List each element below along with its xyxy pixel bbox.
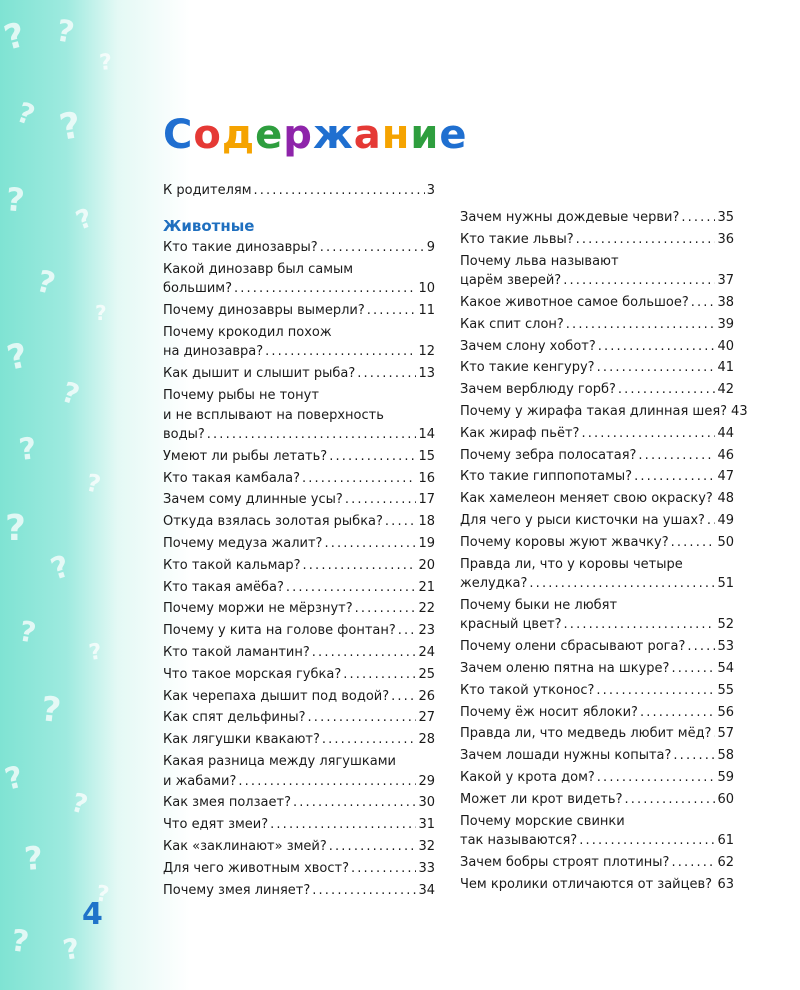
dot-leader [640, 703, 716, 723]
toc-page-number: 15 [418, 448, 435, 464]
title-letter: а [353, 112, 382, 158]
dot-leader [671, 853, 715, 873]
toc-page-number: 52 [717, 617, 734, 633]
dot-leader [303, 556, 417, 576]
toc-entry[interactable] [163, 512, 435, 532]
toc-page-number: 20 [418, 557, 435, 573]
toc-entry-text: Какой динозавр был самым [163, 261, 354, 277]
toc-page-number: 25 [418, 666, 435, 682]
toc-entry-text: Откуда взялась золотая рыбка? [163, 514, 383, 530]
toc-page-number: 47 [717, 469, 734, 485]
toc-entry-text: Кто такая камбала? [163, 470, 300, 486]
toc-entry-text: Почему ёж носит яблоки? [460, 704, 638, 720]
toc-page-number: 3 [426, 183, 435, 198]
dot-leader [367, 301, 417, 321]
toc-entry[interactable] [163, 260, 435, 299]
toc-page-number: 46 [717, 447, 734, 463]
toc-entry[interactable] [163, 793, 435, 813]
toc-entry[interactable] [163, 386, 435, 445]
title-letter: н [381, 112, 411, 158]
toc-entry[interactable] [460, 230, 734, 250]
toc-page-number: 35 [717, 210, 734, 225]
toc-entry[interactable] [460, 746, 734, 766]
toc-page-number: 16 [418, 470, 435, 486]
question-mark-glyph: ? [39, 689, 63, 732]
title-letter: о [193, 112, 222, 158]
question-mark-glyph: ? [0, 14, 30, 59]
toc-entry[interactable] [163, 815, 435, 835]
toc-entry-text: Почему у кита на голове фонтан? [163, 623, 396, 639]
question-mark-glyph: ? [8, 923, 31, 961]
toc-entry[interactable] [460, 208, 734, 228]
dot-leader [265, 342, 416, 362]
dot-leader [598, 337, 716, 357]
toc-page-number: 39 [717, 316, 734, 332]
question-mark-glyph: ? [4, 180, 27, 220]
toc-entry[interactable] [163, 881, 435, 901]
toc-entry[interactable] [163, 238, 435, 258]
dot-leader [597, 768, 716, 788]
question-mark-glyph: ? [3, 335, 32, 379]
toc-entry-text: Кто такие динозавры? [163, 240, 318, 255]
dot-leader [324, 534, 416, 554]
dot-leader [322, 730, 417, 750]
toc-entry-text: и жабами? [163, 773, 237, 789]
toc-page-number: 30 [418, 795, 435, 811]
toc-entry[interactable] [163, 534, 435, 554]
toc-entry[interactable] [460, 511, 734, 531]
toc-entry-text: Кто такая амёба? [163, 579, 284, 595]
toc-entry-text: так называются? [460, 833, 578, 848]
question-mark-glyph: ? [16, 614, 39, 650]
dot-leader [312, 881, 416, 901]
dot-leader [355, 599, 417, 619]
toc-entry-text: Как хамелеон меняет свою окраску? [460, 491, 713, 507]
toc-entry[interactable] [163, 323, 435, 362]
question-mark-glyph: ? [56, 104, 85, 149]
toc-entry-text: Кто такой утконос? [460, 682, 595, 698]
toc-page-number: 38 [717, 294, 734, 310]
toc-entry-text: Почему медуза жалит? [163, 536, 323, 551]
toc-page-number: 22 [418, 601, 435, 617]
toc-entry-text: Может ли крот видеть? [460, 791, 623, 807]
toc-page-number: 10 [418, 281, 435, 297]
toc-page-number: 57 [717, 726, 734, 742]
toc-entry[interactable] [460, 875, 734, 895]
toc-entry[interactable] [460, 555, 734, 594]
question-mark-glyph: ? [12, 95, 40, 133]
toc-entry-text: Почему рыбы не тонут [163, 388, 319, 403]
toc-page-number: 48 [717, 491, 734, 507]
toc-page-number: 14 [418, 427, 435, 442]
toc-entry-text: Почему змея линяет? [163, 882, 311, 898]
title-letter: е [255, 112, 284, 158]
toc-entry[interactable] [460, 467, 734, 487]
toc-entry-text: красный цвет? [460, 617, 562, 633]
toc-entry[interactable] [163, 708, 435, 728]
toc-page-number: 27 [418, 710, 435, 726]
toc-entry-text: Почему льва называют [460, 253, 619, 269]
toc-entry[interactable] [163, 469, 435, 489]
toc-page-number: 59 [717, 769, 734, 785]
toc-entry[interactable] [460, 402, 748, 422]
title-letter: ж [312, 112, 354, 158]
dot-leader [687, 637, 715, 657]
dot-leader [238, 772, 416, 792]
toc-entry[interactable] [460, 853, 734, 873]
toc-entry-text: Почему морские свинки [460, 813, 625, 829]
toc-entry-text: Чем кролики отличаются от зайцев? [460, 876, 713, 892]
dot-leader [234, 279, 416, 299]
dot-leader [576, 230, 716, 250]
question-mark-glyph: ? [32, 263, 59, 303]
toc-entry-text: Зачем слону хобот? [460, 338, 596, 354]
dot-leader [634, 467, 715, 487]
title-letter: р [283, 112, 313, 158]
toc-entry-text: Как жираф пьёт? [460, 425, 580, 441]
toc-entry-text: Как лягушки квакают? [163, 732, 320, 748]
title-letter: и [410, 112, 440, 158]
dot-leader [357, 364, 416, 384]
question-mark-glyph: ? [53, 13, 77, 51]
toc-entry[interactable] [460, 681, 734, 701]
toc-entry-text: Зачем оленю пятна на шкуре? [460, 660, 670, 676]
dot-leader [343, 665, 416, 685]
toc-entry[interactable] [163, 730, 435, 750]
toc-entry[interactable] [460, 790, 734, 810]
dot-leader [351, 859, 416, 879]
dot-leader [566, 315, 716, 335]
dot-leader [638, 446, 715, 466]
toc-entry-text: Кто такой ламантин? [163, 645, 310, 660]
toc-page-number: 36 [717, 231, 734, 247]
dot-leader [270, 815, 416, 835]
dot-leader [681, 208, 715, 228]
toc-entry-text: Почему у жирафа такая длинная шея? [460, 403, 728, 419]
dot-leader [714, 875, 715, 895]
toc-entry[interactable] [163, 643, 435, 663]
toc-entry-text: желудка? [460, 576, 528, 591]
toc-entry-text: Как черепаха дышит под водой? [163, 688, 390, 704]
toc-page-number: 31 [418, 817, 435, 833]
toc-entry-text: Почему динозавры вымерли? [163, 303, 365, 319]
toc-page-number: 37 [717, 273, 734, 289]
dot-leader [715, 489, 716, 509]
toc-entry-text: Кто такие львы? [460, 231, 574, 247]
toc-entry-text: Почему моржи не мёрзнут? [163, 601, 353, 617]
toc-entry-text: Зачем нужны дождевые черви? [460, 210, 680, 225]
toc-entry[interactable] [460, 337, 734, 357]
dot-leader [329, 837, 417, 857]
dot-leader [385, 512, 417, 532]
toc-entry-text: воды? [163, 427, 205, 442]
toc-page-number: 11 [418, 303, 435, 319]
toc-entry-text: Почему быки не любят [460, 597, 618, 613]
toc-entry-text: Что едят змеи? [163, 817, 269, 833]
dot-leader [329, 447, 416, 467]
dot-leader [320, 238, 425, 258]
toc-entry-text: Почему олени сбрасывают рога? [460, 639, 686, 655]
dot-leader [671, 533, 716, 553]
toc-entry[interactable] [163, 556, 435, 576]
question-mark-glyph: ? [83, 468, 104, 499]
question-mark-glyph: ? [1, 759, 27, 798]
dot-leader [286, 578, 417, 598]
toc-entry-text: царём зверей? [460, 273, 562, 289]
toc-entry-text: Как спит слон? [460, 316, 564, 332]
toc-entry-text: Как змея ползает? [163, 795, 291, 811]
toc-page-number: 12 [418, 344, 435, 360]
toc-entry[interactable] [163, 752, 435, 791]
toc-entry[interactable] [163, 665, 435, 685]
toc-entry[interactable] [460, 637, 734, 657]
toc-page-number: 24 [418, 645, 435, 660]
toc-entry-text: Кто такие кенгуру? [460, 360, 595, 376]
page-title [163, 112, 468, 158]
dot-leader [713, 724, 715, 744]
toc-page-number: 42 [717, 382, 734, 398]
toc-entry-text: Какая разница между лягушками [163, 754, 396, 769]
toc-page-number: 26 [418, 688, 435, 704]
toc-page-number: 32 [418, 838, 435, 854]
toc-entry-text: Почему зебра полосатая? [460, 447, 637, 463]
toc-entry-text: Зачем лошади нужны копыта? [460, 748, 672, 764]
toc-page-number: 33 [418, 860, 435, 876]
toc-page-number: 13 [418, 366, 435, 382]
toc-entry-text: Что такое морская губка? [163, 666, 342, 682]
dot-leader [579, 831, 715, 851]
toc-entry[interactable] [163, 687, 435, 707]
dot-leader [529, 574, 715, 594]
dot-leader [671, 659, 715, 679]
toc-entry-text: Как «заклинают» змей? [163, 838, 327, 854]
toc-page-number: 43 [731, 403, 748, 419]
toc-entry-text: Почему коровы жуют жвачку? [460, 534, 669, 550]
toc-page-number: 58 [717, 748, 734, 764]
question-mark-glyph: ? [95, 301, 107, 325]
toc-entry-text: Правда ли, что медведь любит мёд? [460, 726, 712, 742]
title-letter: е [439, 112, 468, 158]
dot-leader [707, 511, 716, 531]
toc-page-number: 21 [418, 579, 435, 595]
question-mark-glyph: ? [60, 931, 83, 967]
dot-leader [564, 615, 716, 635]
dot-leader [207, 425, 417, 445]
toc-page-number: 17 [418, 492, 435, 508]
toc-page-number: 9 [426, 240, 435, 255]
title-letter: С [163, 112, 194, 158]
toc-entry[interactable] [460, 533, 734, 553]
toc-entry[interactable] [163, 181, 435, 201]
toc-entry[interactable] [460, 768, 734, 788]
toc-page-number: 18 [418, 514, 435, 530]
toc-entry-text: большим? [163, 281, 232, 297]
toc-entry[interactable] [163, 837, 435, 857]
dot-leader [691, 293, 716, 313]
toc-page-number: 49 [717, 512, 734, 528]
toc-entry[interactable] [163, 621, 435, 641]
dot-leader [345, 490, 417, 510]
toc-entry-text: Кто такой кальмар? [163, 557, 301, 573]
toc-page-number: 55 [717, 682, 734, 698]
question-mark-glyph: ? [72, 203, 97, 237]
toc-entry-text: Для чего животным хвост? [163, 860, 349, 876]
dot-leader [624, 790, 715, 810]
dot-leader [618, 380, 716, 400]
toc-page-number: 54 [717, 660, 734, 676]
toc-entry[interactable] [460, 489, 734, 509]
dot-leader [312, 643, 417, 663]
question-mark-glyph: ? [87, 639, 104, 666]
dot-leader [254, 181, 425, 201]
toc-entry-text: Зачем бобры строят плотины? [460, 854, 670, 870]
toc-entry[interactable] [460, 596, 734, 635]
toc-entry[interactable] [460, 293, 734, 313]
dot-leader [597, 358, 716, 378]
toc-page-number: 61 [717, 833, 734, 848]
question-mark-glyph: ? [46, 548, 75, 588]
toc-entry[interactable] [460, 315, 734, 335]
dot-leader [293, 793, 416, 813]
dot-leader [302, 469, 416, 489]
toc-entry[interactable] [163, 578, 435, 598]
dot-leader [596, 681, 715, 701]
section-title: Животные [163, 217, 255, 235]
question-mark-glyph: ? [68, 787, 91, 821]
toc-page-number: 44 [717, 425, 734, 441]
dot-leader [581, 424, 715, 444]
toc-entry-text: Какое животное самое большое? [460, 294, 689, 310]
toc-page-number: 56 [717, 704, 734, 720]
toc-page-number: 19 [418, 536, 435, 551]
toc-entry[interactable] [460, 724, 734, 744]
toc-entry-text: Зачем верблюду горб? [460, 382, 616, 398]
toc-page-number: 62 [717, 854, 734, 870]
toc-entry[interactable] [460, 380, 734, 400]
dot-leader [398, 621, 417, 641]
toc-entry[interactable] [163, 301, 435, 321]
toc-entry-text: К родителям [163, 183, 252, 198]
dot-leader [563, 271, 715, 291]
dot-leader [391, 687, 416, 707]
toc-entry-text: Какой у крота дом? [460, 769, 595, 785]
toc-entry-text: и не всплывают на поверхность [163, 407, 384, 423]
toc-entry[interactable] [163, 364, 435, 384]
toc-entry[interactable] [460, 358, 734, 378]
toc-page-number: 60 [717, 791, 734, 807]
toc-entry[interactable] [163, 859, 435, 879]
toc-entry-text: Кто такие гиппопотамы? [460, 469, 633, 485]
question-mark-glyph: ? [57, 375, 84, 412]
toc-page-number: 63 [717, 876, 734, 892]
question-mark-glyph: ? [93, 881, 111, 909]
toc-entry-text: Для чего у рыси кисточки на ушах? [460, 512, 705, 528]
toc-entry[interactable] [460, 659, 734, 679]
toc-entry[interactable] [163, 599, 435, 619]
toc-page-number: 23 [418, 623, 435, 639]
toc-entry-text: на динозавра? [163, 344, 264, 360]
toc-entry[interactable] [460, 446, 734, 466]
toc-page-number: 50 [717, 534, 734, 550]
toc-entry-text: Умеют ли рыбы летать? [163, 448, 328, 464]
toc-entry-text: Почему крокодил похож [163, 324, 332, 340]
toc-entry[interactable] [163, 447, 435, 467]
toc-page-number: 53 [717, 639, 734, 655]
question-mark-glyph: ? [5, 508, 26, 549]
dot-leader [673, 746, 715, 766]
toc-entry[interactable] [163, 490, 435, 510]
toc-entry-text: Зачем сому длинные усы? [163, 492, 343, 508]
toc-page-number: 34 [418, 882, 435, 898]
toc-page-number: 41 [717, 360, 734, 376]
toc-page-number: 29 [418, 773, 435, 789]
toc-page-number: 28 [418, 732, 435, 748]
title-letter: д [221, 112, 256, 158]
toc-entry[interactable] [460, 703, 734, 723]
question-mark-glyph: ? [22, 838, 45, 878]
question-mark-glyph: ? [98, 49, 114, 76]
toc-entry[interactable] [460, 424, 734, 444]
toc-entry-text: Как дышит и слышит рыба? [163, 366, 356, 382]
toc-entry-text: Как спят дельфины? [163, 710, 306, 726]
toc-entry[interactable] [460, 812, 734, 851]
toc-entry-text: Правда ли, что у коровы четыре [460, 556, 683, 572]
question-mark-border-decoration [0, 0, 190, 990]
toc-page-number: 51 [717, 576, 734, 591]
question-mark-glyph: ? [17, 431, 39, 468]
toc-entry[interactable] [460, 252, 734, 291]
page-number: 4 [82, 897, 103, 932]
dot-leader [308, 708, 417, 728]
toc-page-number: 40 [717, 338, 734, 354]
